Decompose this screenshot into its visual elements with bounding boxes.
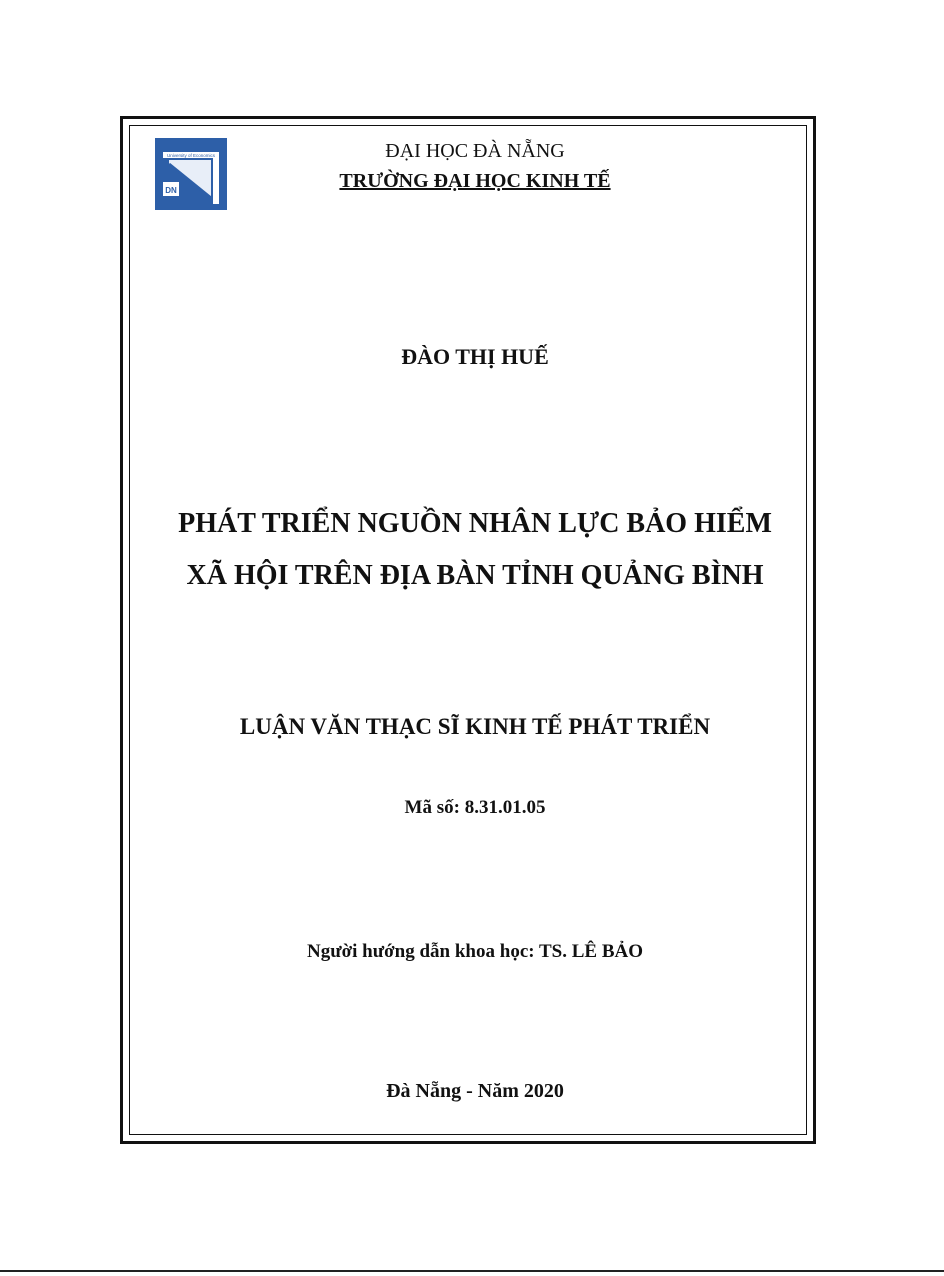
faculty-name: TRƯỜNG ĐẠI HỌC KINH TẾ — [339, 170, 611, 192]
author-name: ĐÀO THỊ HUẾ — [401, 344, 549, 369]
logo-text: University of Economics — [166, 153, 216, 158]
place-and-year: Đà Nẵng - Năm 2020 — [386, 1080, 564, 1102]
logo-monogram: DN — [165, 186, 177, 195]
thesis-title-line-2: XÃ HỘI TRÊN ĐỊA BÀN TỈNH QUẢNG BÌNH — [186, 560, 764, 591]
degree-type: LUẬN VĂN THẠC SĨ KINH TẾ PHÁT TRIỂN — [239, 714, 711, 739]
university-name: ĐẠI HỌC ĐÀ NẴNG — [385, 140, 565, 162]
advisor-line: Người hướng dẫn khoa học: TS. LÊ BẢO — [307, 941, 643, 962]
thesis-title-line-1: PHÁT TRIỂN NGUỒN NHÂN LỰC BẢO HIỂM — [178, 508, 772, 539]
program-code: Mã số: 8.31.01.05 — [404, 797, 546, 818]
page-bottom-rule — [0, 1270, 944, 1272]
cover-border-inner — [129, 125, 807, 1135]
cover-border — [120, 116, 816, 1144]
